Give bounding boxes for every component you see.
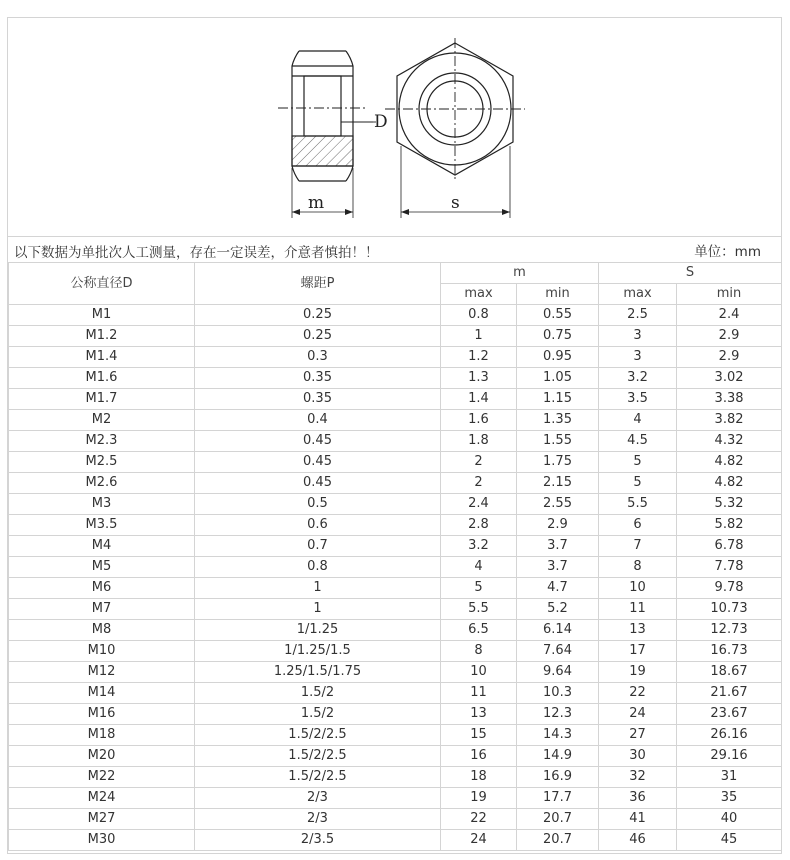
cell-diameter: M24 [9, 788, 195, 809]
cell-s-min: 35 [677, 788, 782, 809]
cell-m-max: 1 [441, 326, 517, 347]
cell-m-min: 1.35 [517, 410, 599, 431]
table-row [9, 578, 782, 599]
cell-diameter: M16 [9, 704, 195, 725]
cell-m-max: 22 [441, 809, 517, 830]
cell-pitch: 1/1.25 [195, 620, 441, 641]
cell-s-max: 19 [599, 662, 677, 683]
cell-pitch: 0.3 [195, 347, 441, 368]
table-row [9, 809, 782, 830]
cell-s-max: 3 [599, 326, 677, 347]
cell-pitch: 0.4 [195, 410, 441, 431]
cell-m-min: 4.7 [517, 578, 599, 599]
cell-m-max: 5.5 [441, 599, 517, 620]
cell-s-min: 29.16 [677, 746, 782, 767]
table-row [9, 494, 782, 515]
cell-pitch: 1.5/2/2.5 [195, 767, 441, 788]
cell-m-min: 2.15 [517, 473, 599, 494]
cell-m-max: 15 [441, 725, 517, 746]
unit-label: 单位：mm [694, 244, 761, 260]
cell-s-max: 2.5 [599, 305, 677, 326]
cell-s-min: 26.16 [677, 725, 782, 746]
cell-s-min: 7.78 [677, 557, 782, 578]
cell-s-max: 36 [599, 788, 677, 809]
cell-m-min: 5.2 [517, 599, 599, 620]
table-row [9, 788, 782, 809]
cell-m-max: 19 [441, 788, 517, 809]
cell-s-min: 2.9 [677, 347, 782, 368]
cell-m-min: 3.7 [517, 557, 599, 578]
cell-s-max: 11 [599, 599, 677, 620]
table-row [9, 515, 782, 536]
cell-s-max: 4.5 [599, 431, 677, 452]
cell-s-min: 6.78 [677, 536, 782, 557]
header-m-max: max [441, 284, 517, 305]
cell-pitch: 1.5/2 [195, 704, 441, 725]
cell-s-min: 4.32 [677, 431, 782, 452]
cell-s-max: 3 [599, 347, 677, 368]
cell-s-min: 4.82 [677, 473, 782, 494]
cell-s-min: 2.9 [677, 326, 782, 347]
cell-m-min: 1.55 [517, 431, 599, 452]
cell-diameter: M1.6 [9, 368, 195, 389]
cell-diameter: M1.7 [9, 389, 195, 410]
cell-s-max: 4 [599, 410, 677, 431]
table-row [9, 662, 782, 683]
table-row [9, 830, 782, 851]
cell-pitch: 2/3.5 [195, 830, 441, 851]
table-row [9, 347, 782, 368]
size-table [8, 262, 782, 851]
cell-m-min: 9.64 [517, 662, 599, 683]
cell-m-min: 20.7 [517, 830, 599, 851]
cell-diameter: M12 [9, 662, 195, 683]
cell-m-max: 4 [441, 557, 517, 578]
cell-s-min: 21.67 [677, 683, 782, 704]
cell-s-max: 41 [599, 809, 677, 830]
cell-diameter: M14 [9, 683, 195, 704]
cell-s-max: 3.5 [599, 389, 677, 410]
cell-m-max: 8 [441, 641, 517, 662]
cell-pitch: 0.35 [195, 389, 441, 410]
cell-m-max: 1.3 [441, 368, 517, 389]
table-row [9, 326, 782, 347]
cell-s-max: 17 [599, 641, 677, 662]
cell-diameter: M27 [9, 809, 195, 830]
table-row [9, 704, 782, 725]
cell-s-min: 10.73 [677, 599, 782, 620]
cell-m-max: 1.6 [441, 410, 517, 431]
notice-bar [8, 236, 781, 262]
cell-s-max: 5.5 [599, 494, 677, 515]
cell-diameter: M20 [9, 746, 195, 767]
cell-s-min: 16.73 [677, 641, 782, 662]
cell-pitch: 0.25 [195, 326, 441, 347]
cell-m-min: 14.3 [517, 725, 599, 746]
cell-m-min: 2.9 [517, 515, 599, 536]
cell-diameter: M18 [9, 725, 195, 746]
cell-m-min: 0.55 [517, 305, 599, 326]
side-view [278, 51, 376, 218]
cell-pitch: 0.35 [195, 368, 441, 389]
cell-s-max: 7 [599, 536, 677, 557]
cell-pitch: 0.8 [195, 557, 441, 578]
cell-m-max: 13 [441, 704, 517, 725]
cell-m-max: 3.2 [441, 536, 517, 557]
cell-s-min: 4.82 [677, 452, 782, 473]
header-m: m [441, 263, 599, 284]
cell-s-max: 10 [599, 578, 677, 599]
label-d: D [374, 112, 388, 132]
cell-s-min: 12.73 [677, 620, 782, 641]
cell-m-max: 2.4 [441, 494, 517, 515]
cell-diameter: M6 [9, 578, 195, 599]
cell-pitch: 0.25 [195, 305, 441, 326]
cell-s-min: 5.32 [677, 494, 782, 515]
cell-pitch: 2/3 [195, 788, 441, 809]
table-row [9, 557, 782, 578]
cell-m-max: 18 [441, 767, 517, 788]
cell-diameter: M7 [9, 599, 195, 620]
table-row [9, 725, 782, 746]
cell-s-min: 40 [677, 809, 782, 830]
cell-diameter: M3 [9, 494, 195, 515]
header-nominal-diameter: 公称直径D [9, 263, 195, 305]
cell-pitch: 1.25/1.5/1.75 [195, 662, 441, 683]
cell-diameter: M2.6 [9, 473, 195, 494]
cell-m-min: 0.75 [517, 326, 599, 347]
cell-m-min: 6.14 [517, 620, 599, 641]
cell-m-min: 1.05 [517, 368, 599, 389]
cell-m-max: 16 [441, 746, 517, 767]
table-row [9, 620, 782, 641]
table-row [9, 452, 782, 473]
cell-m-max: 24 [441, 830, 517, 851]
cell-m-max: 0.8 [441, 305, 517, 326]
cell-diameter: M10 [9, 641, 195, 662]
cell-pitch: 1.5/2/2.5 [195, 725, 441, 746]
cell-s-max: 6 [599, 515, 677, 536]
cell-s-min: 45 [677, 830, 782, 851]
cell-m-max: 2 [441, 452, 517, 473]
cell-m-min: 20.7 [517, 809, 599, 830]
cell-s-max: 3.2 [599, 368, 677, 389]
table-row [9, 683, 782, 704]
table-row [9, 368, 782, 389]
cell-pitch: 1.5/2/2.5 [195, 746, 441, 767]
cell-s-min: 5.82 [677, 515, 782, 536]
cell-m-max: 6.5 [441, 620, 517, 641]
hex-nut-drawing [8, 18, 781, 236]
cell-s-min: 18.67 [677, 662, 782, 683]
cell-s-min: 23.67 [677, 704, 782, 725]
header-s: S [599, 263, 782, 284]
table-row [9, 410, 782, 431]
cell-s-min: 9.78 [677, 578, 782, 599]
cell-diameter: M30 [9, 830, 195, 851]
cell-s-max: 24 [599, 704, 677, 725]
cell-m-min: 10.3 [517, 683, 599, 704]
cell-diameter: M3.5 [9, 515, 195, 536]
cell-m-min: 1.75 [517, 452, 599, 473]
table-row [9, 599, 782, 620]
label-m: m [308, 193, 325, 213]
cell-pitch: 0.45 [195, 431, 441, 452]
cell-s-min: 3.02 [677, 368, 782, 389]
header-s-min: min [677, 284, 782, 305]
cell-s-min: 3.38 [677, 389, 782, 410]
header-s-max: max [599, 284, 677, 305]
cell-s-max: 46 [599, 830, 677, 851]
cell-pitch: 0.45 [195, 452, 441, 473]
table-body [9, 305, 782, 851]
front-view [385, 38, 525, 218]
cell-diameter: M2.3 [9, 431, 195, 452]
cell-m-min: 1.15 [517, 389, 599, 410]
cell-pitch: 2/3 [195, 809, 441, 830]
cell-m-max: 1.2 [441, 347, 517, 368]
cell-diameter: M2 [9, 410, 195, 431]
cell-diameter: M8 [9, 620, 195, 641]
cell-s-min: 31 [677, 767, 782, 788]
cell-s-min: 3.82 [677, 410, 782, 431]
cell-m-min: 2.55 [517, 494, 599, 515]
cell-m-max: 10 [441, 662, 517, 683]
cell-diameter: M1 [9, 305, 195, 326]
cell-pitch: 0.7 [195, 536, 441, 557]
table-row [9, 641, 782, 662]
cell-diameter: M5 [9, 557, 195, 578]
cell-m-min: 17.7 [517, 788, 599, 809]
cell-s-min: 2.4 [677, 305, 782, 326]
cell-s-max: 5 [599, 452, 677, 473]
cell-m-min: 3.7 [517, 536, 599, 557]
header-pitch: 螺距P [195, 263, 441, 305]
measurement-notice: 以下数据为单批次人工测量，存在一定误差，介意者慎拍！！ [14, 245, 379, 261]
table-row [9, 746, 782, 767]
cell-s-max: 32 [599, 767, 677, 788]
cell-pitch: 0.6 [195, 515, 441, 536]
cell-s-max: 5 [599, 473, 677, 494]
cell-m-min: 12.3 [517, 704, 599, 725]
cell-pitch: 1 [195, 599, 441, 620]
cell-m-max: 2 [441, 473, 517, 494]
cell-m-min: 7.64 [517, 641, 599, 662]
cell-s-max: 13 [599, 620, 677, 641]
cell-m-max: 5 [441, 578, 517, 599]
cell-pitch: 0.5 [195, 494, 441, 515]
label-s: s [451, 193, 460, 213]
table-row [9, 389, 782, 410]
header-m-min: min [517, 284, 599, 305]
cell-m-max: 1.8 [441, 431, 517, 452]
cell-s-max: 27 [599, 725, 677, 746]
table-row [9, 767, 782, 788]
cell-m-min: 16.9 [517, 767, 599, 788]
cell-pitch: 0.45 [195, 473, 441, 494]
cell-diameter: M22 [9, 767, 195, 788]
cell-m-max: 2.8 [441, 515, 517, 536]
cell-m-min: 0.95 [517, 347, 599, 368]
cell-diameter: M2.5 [9, 452, 195, 473]
cell-pitch: 1.5/2 [195, 683, 441, 704]
table-row [9, 473, 782, 494]
cell-m-max: 11 [441, 683, 517, 704]
cell-pitch: 1/1.25/1.5 [195, 641, 441, 662]
cell-diameter: M4 [9, 536, 195, 557]
cell-m-max: 1.4 [441, 389, 517, 410]
cell-diameter: M1.2 [9, 326, 195, 347]
cell-pitch: 1 [195, 578, 441, 599]
cell-diameter: M1.4 [9, 347, 195, 368]
cell-s-max: 30 [599, 746, 677, 767]
cell-s-max: 8 [599, 557, 677, 578]
table-row [9, 536, 782, 557]
table-row [9, 305, 782, 326]
cell-s-max: 22 [599, 683, 677, 704]
cell-m-min: 14.9 [517, 746, 599, 767]
table-row [9, 431, 782, 452]
